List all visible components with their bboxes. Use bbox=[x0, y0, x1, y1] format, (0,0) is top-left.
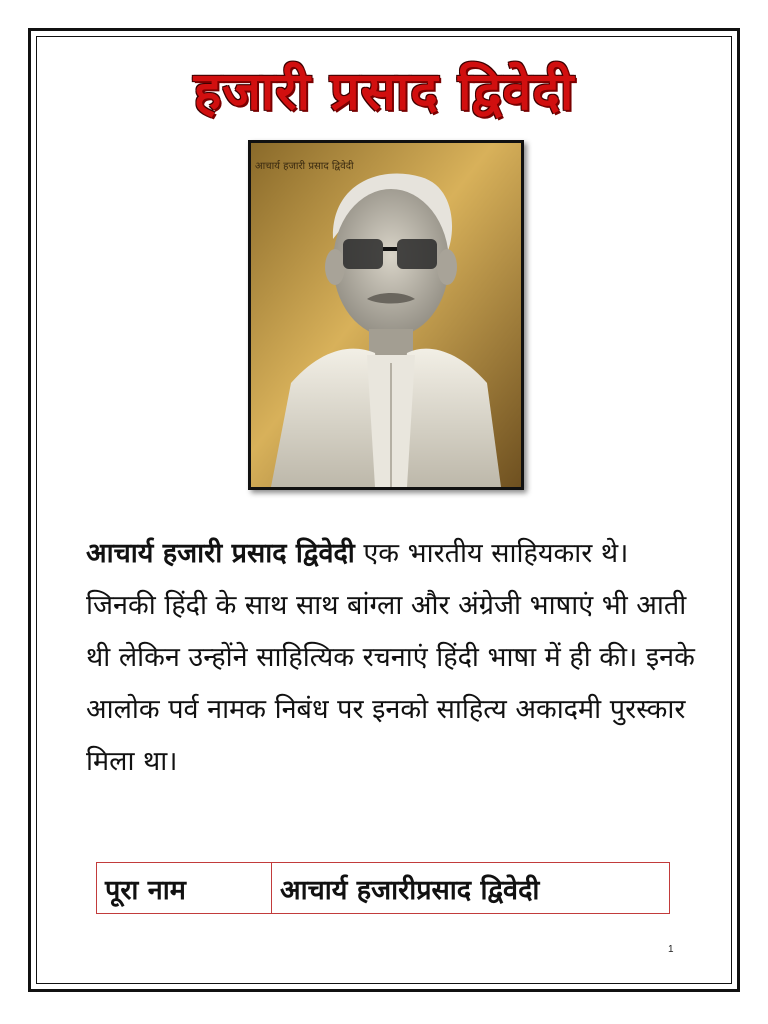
page-title: हजारी प्रसाद द्विवेदी bbox=[193, 62, 575, 122]
info-table bbox=[96, 862, 670, 914]
biography-name: आचार्य हजारी प्रसाद द्विवेदी bbox=[86, 538, 355, 569]
table-key-cell: पूरा नाम bbox=[97, 863, 272, 914]
biography-text: एक भारतीय साहियकार थे। जिनकी हिंदी के साथ साथ बांग्ला और अंग्रेजी भाषाएं भी आती थी लेकिन उन्होंने साहित्यिक रचनाएं हिंदी भाषा में ही की। इनके आलोक पर्व नामक निबंध पर इनको साहित्य अकादमी पुरस्कार मिला था। bbox=[86, 538, 695, 777]
portrait-photo bbox=[248, 140, 524, 490]
table-row bbox=[97, 863, 670, 914]
portrait-illustration bbox=[251, 143, 521, 487]
photo-caption-overlay: आचार्य हजारी प्रसाद द्विवेदी bbox=[255, 161, 354, 172]
table-value-cell: आचार्य हजारीप्रसाद द्विवेदी bbox=[272, 863, 670, 914]
biography-paragraph bbox=[86, 528, 696, 788]
page-number: 1 bbox=[668, 944, 674, 955]
